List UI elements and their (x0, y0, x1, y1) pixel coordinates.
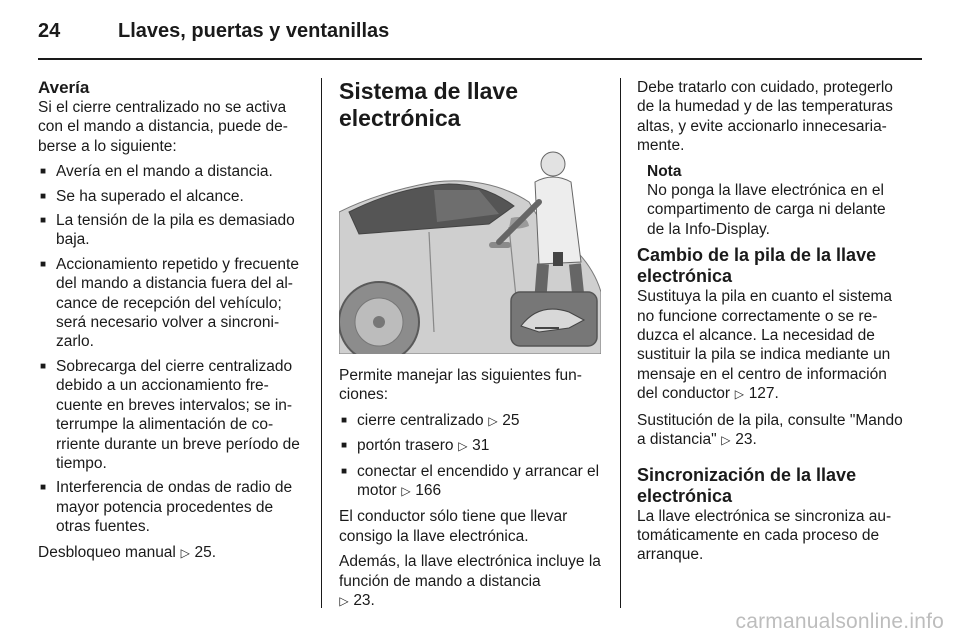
list-item: ■ cierre centralizado ▷ 25 (339, 411, 607, 431)
battery-paragraph-2: Sustitución de la pila, consulte "Mando a distancia" ▷ 23. (637, 411, 905, 451)
remote-control-battery-page-link[interactable]: 23. (735, 431, 757, 449)
section-heading-sync: Sincronización de la llave electrónica (637, 464, 857, 506)
page-reference-arrow-icon: ▷ (721, 433, 731, 448)
column-middle (339, 78, 607, 617)
keyless-intro: Permite manejar las siguientes fun- ciones: (339, 367, 582, 404)
list-item: ■ Se ha superado el alcance. (38, 187, 306, 206)
sync-paragraph: La llave electrónica se sincroniza au- tomáticamente en cada proceso de arranque. (637, 507, 892, 564)
note-text: No ponga la llave electrónica en el compartimento de carga ni delante de la Info-Display. (647, 182, 886, 238)
driver-info-page-link[interactable]: 127. (748, 385, 779, 403)
list-item: ■ Sobrecarga del cierre centralizado debido a un accionamiento fre- cuente en breves intervalos; se in- terrumpe la alimentación de co- rriente durante un breve período de tiempo. (38, 357, 306, 473)
list-item: ■ portón trasero ▷ 31 (339, 436, 607, 456)
manual-unlock-page-link[interactable]: 25. (194, 543, 217, 561)
page-header (38, 14, 922, 58)
section-heading-battery: Cambio de la pila de la llave electrónica (637, 245, 877, 287)
remote-control-page-link[interactable]: 23. (353, 592, 375, 610)
list-item: ■ La tensión de la pila es demasiado baja. (38, 211, 306, 250)
column-divider-left (321, 78, 322, 608)
header-rule (38, 58, 922, 60)
list-item: ■ conectar el encendido y arrancar el motor ▷ 166 (339, 462, 607, 502)
keyless-entry-illustration (339, 142, 601, 354)
care-paragraph: Debe tratarlo con cuidado, protegerlo de la humedad y de las temperaturas altas, y evite accionarlo innecesaria- mente. (637, 79, 893, 155)
keyless-p2: Además, la llave electrónica incluye la función de mando a distancia ▷ 23. (339, 552, 607, 611)
chapter-title: Llaves, puertas y ventanillas (118, 20, 390, 42)
page-reference-arrow-icon: ▷ (488, 413, 498, 428)
page-reference-arrow-icon: ▷ (180, 545, 190, 560)
column-divider-right (620, 78, 621, 608)
note-box (637, 162, 905, 240)
keyless-p1: El conductor sólo tiene que llevar consigo la llave electrónica. (339, 508, 568, 545)
central-locking-page-link[interactable]: 25 (502, 411, 520, 429)
averia-list (38, 162, 306, 536)
page-reference-arrow-icon: ▷ (339, 594, 349, 609)
column-left (38, 78, 306, 569)
manual-unlock-reference: Desbloqueo manual ▷ 25. (38, 543, 306, 563)
section-heading-averia: Avería (38, 78, 90, 97)
list-item: ■ Accionamiento repetido y frecuente del mando a distancia fuera del al- cance de recepción del vehículo; será necesario volver a sincroni- zarlo. (38, 255, 306, 352)
column-right (637, 78, 905, 571)
list-item: ■ Interferencia de ondas de radio de mayor potencia procedentes de otras fuentes. (38, 478, 306, 536)
battery-paragraph-1: Sustituya la pila en cuanto el sistema no funcione correctamente o se re- duzca el alcance. La necesidad de sustituir la pila se indica mediante un mensaje en el centro de información del conductor ▷ 127. (637, 287, 905, 404)
page-number: 24 (38, 20, 61, 42)
section-heading-keyless: Sistema de llave electrónica (339, 78, 518, 131)
keyless-functions-list (339, 411, 607, 502)
list-item: ■ Avería en el mando a distancia. (38, 162, 306, 181)
ignition-page-link[interactable]: 166 (415, 482, 442, 500)
watermark: carmanualsonline.info (735, 610, 944, 633)
page-reference-arrow-icon: ▷ (401, 484, 411, 499)
averia-intro: Si el cierre centralizado no se activa con el mando a distancia, puede de- berse a lo siguiente: (38, 99, 288, 155)
page-reference-arrow-icon: ▷ (734, 387, 744, 402)
tailgate-page-link[interactable]: 31 (472, 437, 490, 455)
page-reference-arrow-icon: ▷ (458, 439, 468, 454)
note-label: Nota (647, 162, 682, 180)
